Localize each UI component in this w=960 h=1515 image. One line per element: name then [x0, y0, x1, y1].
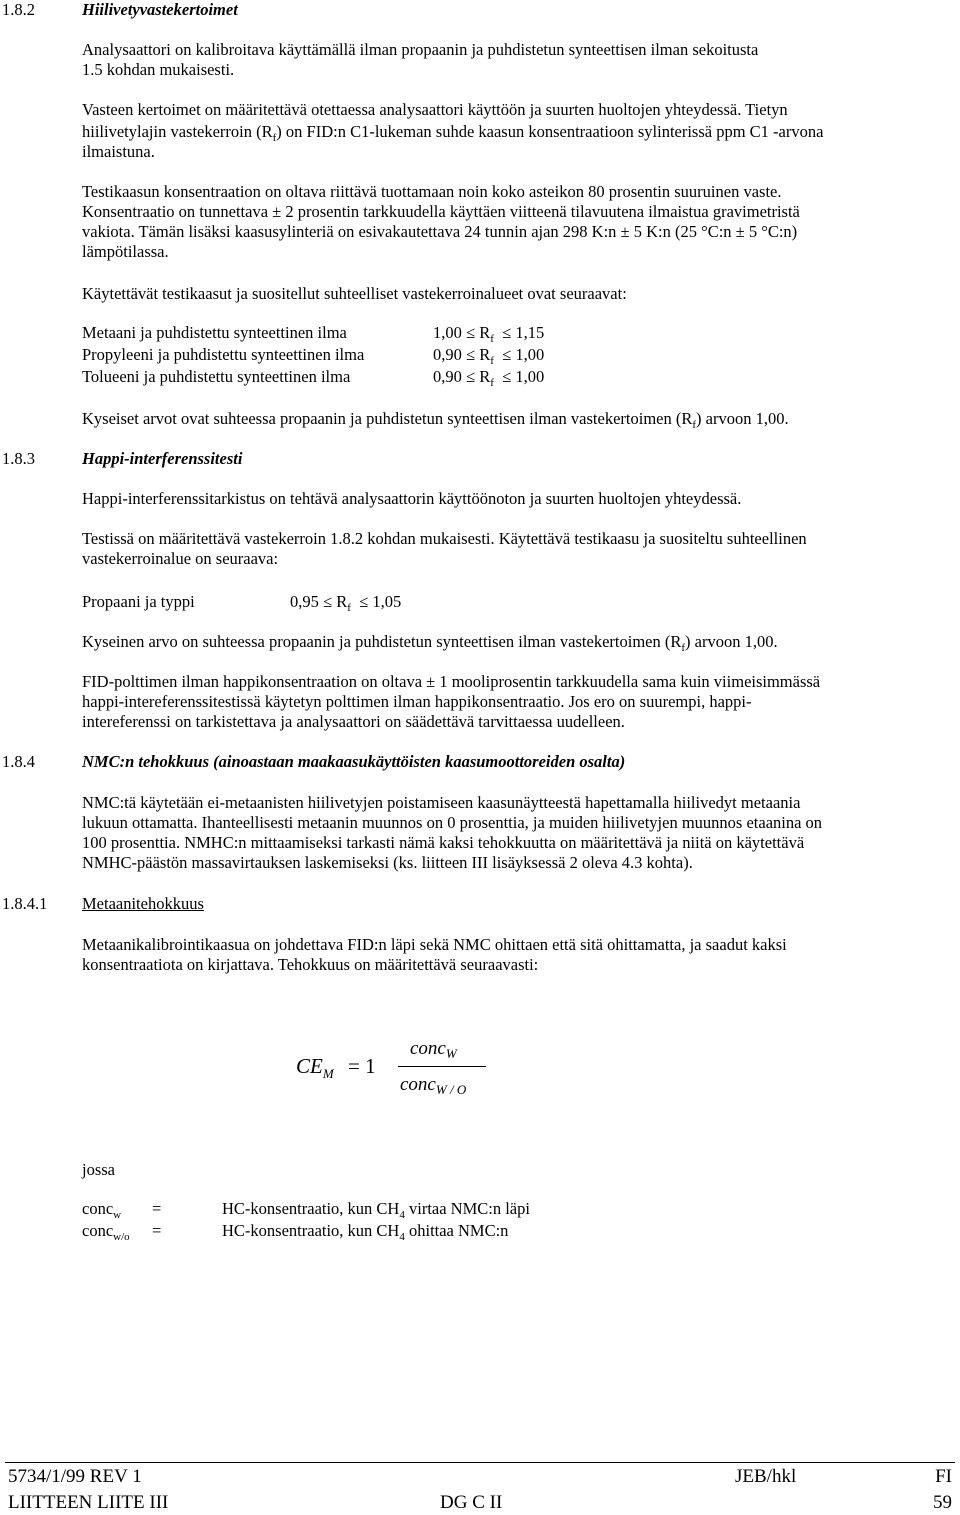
- definition-eq: =: [152, 1221, 162, 1240]
- gas-range: $0,90 \le R_f \le 1,00$: [433, 367, 545, 389]
- gas-name: Propyleeni ja puhdistettu synteettinen ilma: [82, 345, 365, 364]
- subsection-heading: Metaanitehokkuus: [82, 894, 204, 913]
- definition-symbol: conc$_w$: [82, 1199, 122, 1221]
- footer-reference: 5734/1/99 REV 1: [8, 1466, 142, 1487]
- footer-annex: LIITTEEN LIITE III: [8, 1492, 169, 1513]
- gas-range: $0,95 \le R_f \le 1,05$: [290, 592, 402, 614]
- fraction-bar: [398, 1066, 486, 1067]
- section-number: 1.8.2: [2, 0, 35, 19]
- footer-page-number: 59: [933, 1492, 952, 1513]
- gas-name: Propaani ja typpi: [82, 592, 195, 611]
- section-heading: NMC:n tehokkuus (ainoastaan maakaasukäyttöisten kaasumoottoreiden osalta): [82, 752, 626, 771]
- paragraph-line: hiilivetylajin vastekerroin $(R_f)$ on FID:n C1-lukeman suhde kaasun konsentraatioon sylinterissä ppm C1 -arvona: [82, 122, 824, 144]
- paragraph-line: happi-intereferenssitestissä käytetyn polttimen ilman happikonsentraatio. Jos ero on suurempi, happi-: [82, 692, 752, 711]
- gas-range: $1,00 \le R_f \le 1,15$: [433, 323, 545, 345]
- paragraph-line: Kyseiset arvot ovat suhteessa propaanin ja puhdistetun synteettisen ilman vastekertoimen $(R_f)$ arvoon 1,00.: [82, 409, 789, 431]
- paragraph-line: Testissä on määritettävä vastekerroin 1.8.2 kohdan mukaisesti. Käytettävä testikaasu ja suositeltu suhteellinen: [82, 529, 807, 548]
- definition-text: HC-konsentraatio, kun $CH_4$ ohittaa NMC:n: [222, 1221, 509, 1243]
- gas-name: Metaani ja puhdistettu synteettinen ilma: [82, 323, 347, 342]
- paragraph-line: Metaanikalibrointikaasua on johdettava FID:n läpi sekä NMC ohittaen että sitä ohittamatta, ja saadut kaksi: [82, 935, 787, 954]
- paragraph-line: ilmaistuna.: [82, 142, 155, 161]
- paragraph-line: NMHC-päästön massavirtauksen laskemiseksi (ks. liitteen III lisäyksessä 2 oleva 4.3 kohta).: [82, 853, 693, 872]
- footer-rule: [5, 1462, 955, 1463]
- paragraph-line: Happi-interferenssitarkistus on tehtävä analysaattorin käyttöönoton ja suurten huoltojen yhteydessä.: [82, 489, 742, 508]
- definition-text: HC-konsentraatio, kun $CH_4$ virtaa NMC:n läpi: [222, 1199, 530, 1221]
- paragraph-line: vastekerroinalue on seuraava:: [82, 549, 279, 568]
- paragraph-line: 1.5 kohdan mukaisesti.: [82, 60, 235, 79]
- section-number: 1.8.3: [2, 449, 35, 468]
- footer-dg: DG C II: [440, 1492, 503, 1513]
- definition-symbol: conc$_{w/o}$: [82, 1221, 130, 1243]
- gas-range: $0,90 \le R_f \le 1,00$: [433, 345, 545, 367]
- paragraph-line: Testikaasun konsentraation on oltava riittävä tuottamaan noin koko asteikon 80 prosentin suuruinen vaste.: [82, 182, 782, 201]
- paragraph-line: Käytettävät testikaasut ja suositellut suhteelliset vastekerroinalueet ovat seuraavat:: [82, 284, 627, 303]
- section-number: 1.8.4: [2, 752, 35, 771]
- paragraph-line: Analysaattori on kalibroitava käyttämällä ilman propaanin ja puhdistetun synteettisen ilman sekoitusta: [82, 40, 759, 59]
- paragraph-line: Vasteen kertoimet on määritettävä otettaessa analysaattori käyttöön ja suurten huoltojen yhteydessä. Tietyn: [82, 100, 788, 119]
- paragraph-line: FID-polttimen ilman happikonsentraation on oltava ± 1 mooliprosentin tarkkuudella sama kuin viimeisimmässä: [82, 672, 821, 691]
- section-heading: Happi-interferenssitesti: [82, 449, 243, 468]
- gas-name: Tolueeni ja puhdistettu synteettinen ilma: [82, 367, 351, 386]
- paragraph-line: NMC:tä käytetään ei-metaanisten hiilivetyjen poistamiseen kaasunäytteestä hapettamalla hiilivedyt metaania: [82, 793, 801, 812]
- paragraph-line: vakiota. Tämän lisäksi kaasusylinteriä on esivakautettava 24 tunnin ajan 298 K:n ± 5 K:n (25 °C:n ± 5 °C:n): [82, 222, 798, 241]
- definition-eq: =: [152, 1199, 162, 1218]
- paragraph-line: konsentraatiota on kirjattava. Tehokkuus on määritettävä seuraavasti:: [82, 955, 539, 974]
- paragraph-line: lukuun ottamatta. Ihanteellisesti metaanin muunnos on 0 prosenttia, ja muiden hiilivetyjen muunnos etaanina on: [82, 813, 823, 832]
- footer-initials: JEB/hkl: [735, 1466, 797, 1487]
- paragraph-line: Konsentraatio on tunnettava ± 2 prosentin tarkkuudella käyttäen viitteenä tilavuutena ilmaistua gravimetristä: [82, 202, 800, 221]
- section-heading: Hiilivetyvastekertoimet: [82, 0, 238, 19]
- paragraph-line: lämpötilassa.: [82, 242, 169, 261]
- paragraph-line: Kyseinen arvo on suhteessa propaanin ja puhdistetun synteettisen ilman vastekertoimen $(R_f)$ arvoon 1,00.: [82, 632, 778, 654]
- section-number: 1.8.4.1: [2, 894, 48, 913]
- paragraph-line: intereferenssi on tarkistettava ja analysaattori on säädettävä tarvittaessa uudelleen.: [82, 712, 625, 731]
- footer-language: FI: [935, 1466, 952, 1487]
- jossa-label: jossa: [82, 1160, 115, 1179]
- paragraph-line: 100 prosenttia. NMHC:n mittaamiseksi tarkasti nämä kaksi tehokkuutta on määritettävä ja niitä on käytettävä: [82, 833, 805, 852]
